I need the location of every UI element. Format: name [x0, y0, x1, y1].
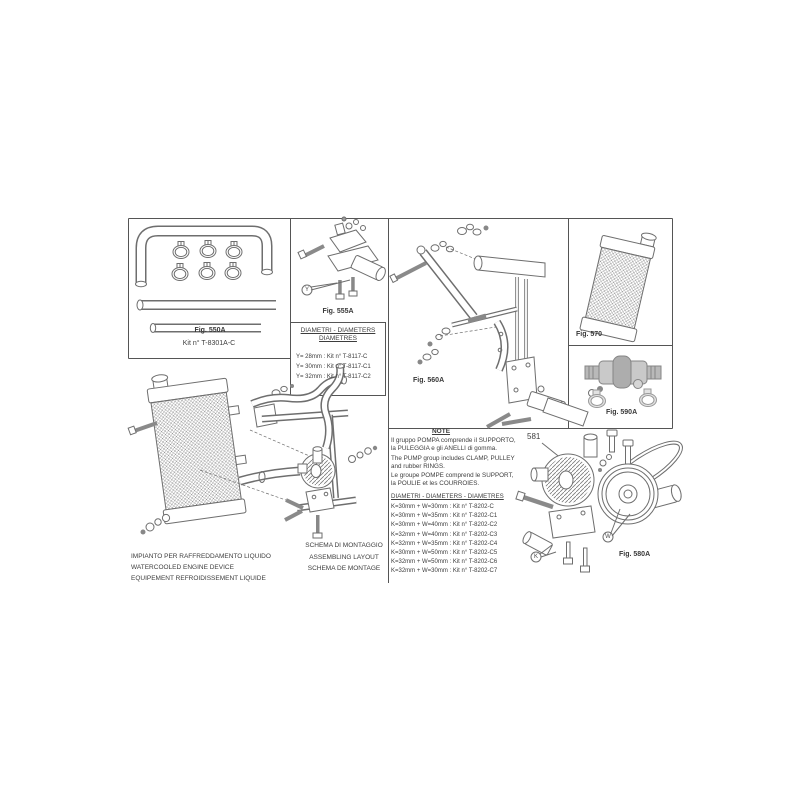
diam-555-title-1: DIAMETRI - DIAMETERS — [300, 327, 376, 334]
thermostat-590-drawing — [585, 356, 661, 408]
diam-8202-rows — [391, 503, 497, 577]
diam-555-rows — [296, 352, 371, 382]
main-caption — [131, 551, 271, 584]
diam-555-row: Y= 28mm : Kit n° T-8117-C — [296, 354, 368, 360]
diam-8202-row: K=30mm + W=50mm : Kit n° T-8202-C5 — [391, 550, 498, 557]
callout-y: Y — [304, 287, 309, 293]
diam-555-title-2: DIAMETRES — [319, 335, 357, 342]
radiator-570-drawing — [580, 223, 659, 342]
schema-caption-fr: SCHEMA DE MONTAGE — [307, 565, 381, 572]
note-it-1: Il gruppo POMPA comprende il SUPPORTO, — [391, 437, 516, 444]
diam-8202-row: K=30mm + W=40mm : Kit n° T-8202-C2 — [391, 522, 498, 529]
note-title: NOTE — [431, 428, 451, 435]
callout-w: W — [605, 534, 611, 540]
thermostat-clamps — [589, 389, 657, 408]
callout-k: K — [533, 554, 538, 560]
diam-555-row: Y= 32mm : Kit n° T-8117-C2 — [296, 374, 371, 380]
pump-580-drawing — [516, 430, 687, 572]
fig-555a-label: Fig. 555A — [322, 308, 354, 315]
fig-590a-label: Fig. 590A — [606, 409, 638, 416]
note-fr-1: Le groupe POMPE comprend le SUPPORT, — [391, 472, 514, 479]
diam-8202-row: K=30mm + W=30mm : Kit n° T-8202-C — [391, 504, 494, 510]
schema-caption-it: SCHEMA DI MONTAGGIO — [305, 542, 383, 549]
diam-8202-row: K=32mm + W=30mm : Kit n° T-8202-C7 — [391, 568, 498, 575]
diam-8202-row: K=30mm + W=35mm : Kit n° T-8202-C1 — [391, 513, 498, 520]
diam-8202-row: K=32mm + W=40mm : Kit n° T-8202-C3 — [391, 531, 498, 538]
part-number-581: 581 — [527, 432, 541, 441]
diam-8202-title: DIAMETRI - DIAMETERS - DIAMETRES — [391, 493, 504, 500]
note-it-2: la PULEGGIA e gli ANELLI di gomma. — [391, 445, 498, 452]
bracket-560-drawing — [390, 224, 603, 427]
note-fr-2: la POULIE et les COURROIES. — [391, 480, 480, 487]
fig-560a-label: Fig. 560A — [413, 377, 445, 384]
main-assembly-drawing — [128, 364, 377, 538]
fig-550a-label: Fig. 550A — [194, 327, 226, 334]
main-caption-en: WATERCOOLED ENGINE DEVICE — [131, 564, 234, 571]
diam-555-row: Y= 30mm : Kit n° T-8117-C1 — [296, 364, 371, 370]
fig-580a-label: Fig. 580A — [619, 551, 651, 558]
schema-caption — [300, 540, 388, 575]
main-caption-fr: EQUIPEMENT REFROIDISSEMENT LIQUIDE — [131, 575, 266, 582]
schema-caption-en: ASSEMBLING LAYOUT — [309, 553, 379, 561]
diam-8202-row: K=32mm + W=50mm : Kit n° T-8202-C6 — [391, 559, 498, 566]
main-caption-it: IMPIANTO PER RAFFREDDAMENTO LIQUIDO — [131, 553, 271, 560]
note-en-2: and rubber RINGS. — [391, 463, 445, 470]
fig-570-label: Fig. 570 — [576, 331, 603, 338]
note-en-1: The PUMP group includes CLAMP, PULLEY — [391, 455, 515, 462]
kit-8301-label: Kit n° T-8301A-C — [182, 340, 236, 347]
diam-8202-row: K=32mm + W=35mm : Kit n° T-8202-C4 — [391, 540, 498, 547]
hose-kit-drawing — [136, 231, 277, 333]
hose-clamps — [172, 241, 242, 281]
